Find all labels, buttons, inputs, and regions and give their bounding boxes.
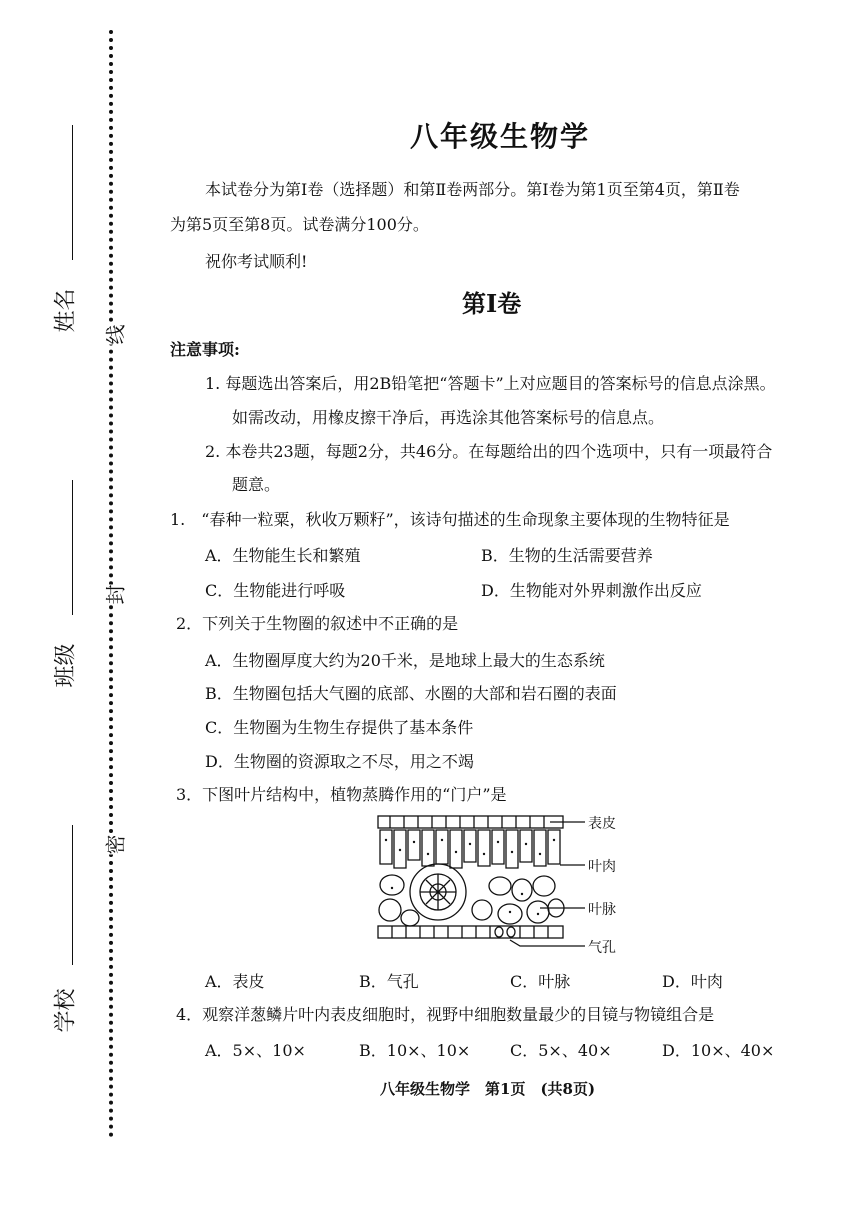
q1-option-a: A．生物能生长和繁殖 bbox=[205, 546, 361, 565]
intro-line-2: 为第5页至第8页。试卷满分100分。 bbox=[170, 215, 429, 234]
figure-label-epidermis: 表皮 bbox=[588, 816, 616, 832]
question-4-stem: 4．观察洋葱鳞片叶内表皮细胞时，视野中细胞数量最少的目镜与物镜组合是 bbox=[176, 1005, 715, 1024]
upper-epidermis-shape bbox=[378, 816, 563, 828]
figure-label-vein: 叶脉 bbox=[588, 902, 616, 918]
page-title: 八年级生物学 bbox=[409, 120, 590, 153]
figure-label-mesophyll: 叶肉 bbox=[588, 859, 616, 875]
q2-option-d: D．生物圈的资源取之不尽，用之不竭 bbox=[205, 752, 474, 771]
q4-option-b: B．10×、10× bbox=[359, 1041, 471, 1060]
question-2-stem: 2．下列关于生物圈的叙述中不正确的是 bbox=[176, 614, 459, 633]
school-underline bbox=[72, 825, 73, 965]
note-2b: 题意。 bbox=[232, 475, 281, 494]
intro-line-1: 本试卷分为第Ⅰ卷（选择题）和第Ⅱ卷两部分。第Ⅰ卷为第1页至第4页，第Ⅱ卷 bbox=[205, 180, 740, 199]
notes-heading: 注意事项: bbox=[170, 340, 240, 359]
q4-option-a: A．5×、10× bbox=[205, 1041, 306, 1060]
q3-option-d: D．叶肉 bbox=[662, 972, 723, 991]
question-3-stem: 3．下图叶片结构中，植物蒸腾作用的“门户”是 bbox=[176, 785, 507, 804]
q4-option-c: C．5×、40× bbox=[510, 1041, 612, 1060]
q2-option-a: A．生物圈厚度大约为20千米，是地球上最大的生态系统 bbox=[205, 651, 605, 670]
part1-title: 第Ⅰ卷 bbox=[462, 289, 522, 318]
q4-option-d: D．10×、40× bbox=[662, 1041, 775, 1060]
page-footer: 八年级生物学 第1页 (共8页) bbox=[380, 1080, 596, 1098]
question-1-stem: 1. “春种一粒粟，秋收万颗籽”，该诗句描述的生命现象主要体现的生物特征是 bbox=[170, 510, 730, 529]
q3-option-a: A．表皮 bbox=[205, 972, 265, 991]
school-label: 学校 bbox=[53, 988, 79, 1033]
class-underline bbox=[72, 480, 73, 615]
q3-option-c: C．叶脉 bbox=[510, 972, 571, 991]
note-1a: 1. 每题选出答案后，用2B铅笔把“答题卡”上对应题目的答案标号的信息点涂黑。 bbox=[205, 374, 776, 393]
seal-line-char: 线 bbox=[98, 325, 131, 345]
note-2a: 2. 本卷共23题，每题2分，共46分。在每题给出的四个选项中，只有一项最符合 bbox=[205, 442, 773, 461]
q3-option-b: B．气孔 bbox=[359, 972, 419, 991]
seal-feng-char: 封 bbox=[98, 585, 131, 605]
note-1b: 如需改动，用橡皮擦干净后，再选涂其他答案标号的信息点。 bbox=[232, 408, 665, 427]
q2-option-b: B．生物圈包括大气圈的底部、水圈的大部和岩石圈的表面 bbox=[205, 684, 617, 703]
name-underline bbox=[72, 125, 73, 260]
q1-option-c: C．生物能进行呼吸 bbox=[205, 581, 346, 600]
figure-label-stoma: 气孔 bbox=[588, 940, 616, 956]
q2-option-c: C．生物圈为生物生存提供了基本条件 bbox=[205, 718, 474, 737]
name-label: 姓名 bbox=[53, 288, 79, 333]
q1-option-d: D．生物能对外界刺激作出反应 bbox=[481, 581, 702, 600]
intro-wish: 祝你考试顺利! bbox=[205, 252, 308, 271]
seal-mi-char: 密 bbox=[98, 835, 131, 855]
q1-option-b: B．生物的生活需要营养 bbox=[481, 546, 653, 565]
class-label: 班级 bbox=[53, 643, 79, 688]
